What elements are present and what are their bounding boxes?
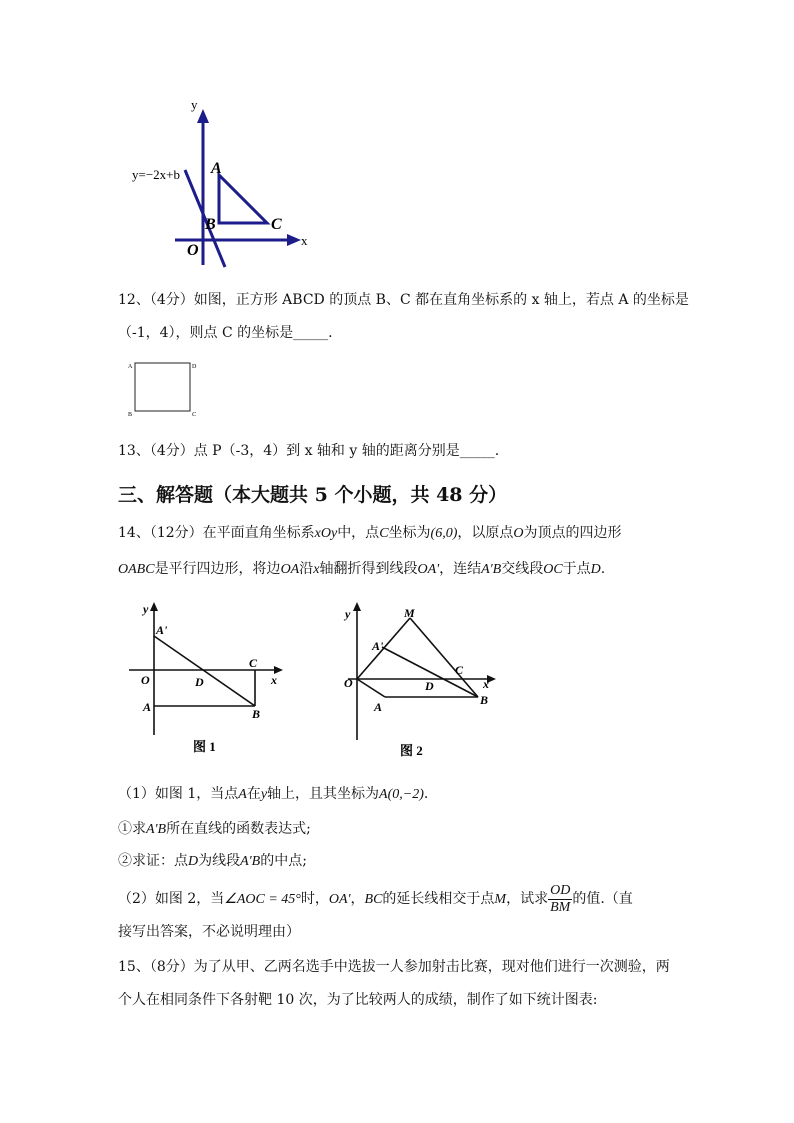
y-axis-label: y (191, 97, 198, 112)
fig2-segment-mb (410, 618, 478, 697)
q14-math-angle: ∠AOC = 45° (224, 892, 301, 907)
fig2-d-label: D (425, 679, 434, 693)
q14-math-oabc: OABC (118, 562, 155, 577)
q14-math-bc: BC (364, 892, 383, 907)
fig2-x-label: x (483, 677, 489, 691)
x-axis-arrow-icon (287, 234, 301, 246)
q14-math-a-prime-b: A'B (240, 854, 261, 869)
q14-text: （2）如图 2，当 (118, 891, 225, 907)
fig1-a-prime-label: A' (156, 623, 168, 637)
q14-text: 所在直线的函数表达式; (166, 821, 311, 837)
square-c-label: C (192, 412, 197, 418)
figure-1 (125, 600, 290, 765)
q14-text: 时， (300, 891, 329, 907)
point-a-label: A (211, 160, 222, 177)
question-14-part2-line2 (118, 922, 300, 942)
fig1-o-label: O (141, 673, 150, 687)
q14-math-a-prime-b: A'B (481, 562, 502, 577)
q14-math-xoy: xOy (314, 526, 338, 541)
q14-text: ②求证：点 (118, 853, 188, 869)
q14-text: 接写出答案，不必说明理由） (118, 924, 300, 940)
q14-text: ， (350, 891, 365, 907)
question-12-text-2: （-1，4），则点 C 的坐标是_____. (118, 325, 333, 341)
q14-text: 14、（12分）在平面直角坐标系 (118, 525, 315, 541)
q14-math-oa-prime: OA' (328, 892, 351, 907)
q14-text: 轴上，且其坐标为 (267, 786, 380, 802)
q14-text: 中，点 (337, 525, 380, 541)
question-14-part1 (118, 784, 428, 805)
q14-math-oc: OC (543, 562, 563, 577)
q14-math-m: M (494, 892, 507, 907)
q14-math-d: D (590, 562, 601, 577)
square-a-label: A (128, 364, 133, 370)
q14-text: （1）如图 1，当点 (118, 786, 239, 802)
fig1-c-label: C (249, 656, 258, 670)
q14-text: 坐标为 (388, 525, 431, 541)
question-12-line1 (118, 290, 689, 310)
q14-text: 的延长线相交于点 (382, 891, 495, 907)
fig1-x-label: x (271, 673, 277, 687)
fig2-c-label: C (455, 663, 464, 677)
q14-text: 轴翻折得到线段 (319, 561, 418, 577)
point-b-label: B (205, 216, 216, 233)
question-14-sub1 (118, 819, 311, 840)
q14-math-a: A (238, 787, 247, 802)
question-15-text-2: 个人在相同条件下各射靶 10 次，为了比较两人的成绩，制作了如下统计图表: (118, 992, 598, 1008)
section-3-heading (118, 480, 507, 507)
q14-text: . (600, 561, 606, 577)
q14-text: ，试求 (506, 891, 549, 907)
question-14-line1 (118, 523, 621, 544)
q14-math-c: C (379, 526, 389, 541)
fig2-o-label: O (344, 676, 353, 690)
origin-label: O (187, 242, 199, 259)
fig1-caption: 图 1 (193, 739, 216, 754)
question-14-line2 (118, 559, 605, 580)
fig2-y-label: y (345, 607, 351, 621)
fig1-a-label: A (143, 700, 152, 714)
figure-q12-square (125, 358, 205, 418)
fig2-y-arrow-icon (353, 602, 361, 611)
q14-text: 在 (246, 786, 261, 802)
q14-math-x: x (313, 562, 320, 577)
fig2-b-label: B (480, 693, 489, 707)
fig1-y-label: y (143, 602, 149, 616)
question-12-line2 (118, 323, 333, 343)
section-3-heading-text: 三、解答题（本大题共 5 个小题，共 48 分） (118, 484, 508, 506)
question-14-sub2 (118, 851, 307, 872)
q14-text: 的中点; (260, 853, 307, 869)
q14-text: 为线段 (198, 853, 241, 869)
fig2-a-prime-label: A' (372, 639, 384, 653)
fraction-od-bm (548, 883, 572, 916)
question-15-line2 (118, 990, 597, 1010)
fig1-y-arrow-icon (150, 602, 158, 611)
line-label: y=−2x+b (132, 167, 180, 182)
fig2-m-label: M (404, 606, 415, 620)
figure-q11 (125, 95, 325, 270)
q14-text: . (423, 786, 429, 802)
q14-math-o: O (513, 526, 524, 541)
q14-text: 为顶点的四边形 (523, 525, 622, 541)
q14-math-a-coord: A(0,−2) (379, 787, 424, 802)
fig1-segment-a-prime-b (154, 636, 255, 706)
question-15-line1 (118, 957, 670, 977)
triangle-abc (219, 175, 267, 223)
fig1-d-label: D (195, 675, 204, 689)
fraction-denominator: BM (550, 899, 571, 915)
q14-text: 交线段 (501, 561, 544, 577)
question-13-text: 13、（4分）点 P（-3，4）到 x 轴和 y 轴的距离分别是_____. (118, 443, 500, 459)
question-15-text: 15、（8分）为了从甲、乙两名选手中选拔一人参加射击比赛，现对他们进行一次测验，两 (118, 959, 670, 975)
fig2-a-label: A (374, 700, 383, 714)
question-14-part2 (118, 880, 633, 919)
q14-math-oa-prime: OA' (417, 562, 440, 577)
x-axis-label: x (301, 233, 308, 248)
q14-math-a-prime-b: A'B (146, 822, 167, 837)
q14-text: ①求 (118, 821, 146, 837)
q14-text: ，以原点 (457, 525, 514, 541)
fig1-b-label: B (252, 707, 261, 721)
question-12-text: 12、（4分）如图，正方形 ABCD 的顶点 B、C 都在直角坐标系的 x 轴上，若点 A 的坐标是 (118, 292, 689, 308)
question-13 (118, 441, 499, 461)
q14-text: 沿 (299, 561, 314, 577)
fig2-segment-oa (357, 679, 385, 697)
q14-math-coord: (6,0) (430, 526, 458, 541)
fig2-caption: 图 2 (400, 743, 423, 758)
q14-text: ，连结 (439, 561, 482, 577)
q14-text: 的值.（直 (572, 891, 633, 907)
square-d-label: D (192, 364, 197, 370)
figure-2 (330, 600, 510, 765)
point-c-label: C (271, 216, 282, 233)
square-b-label: B (128, 412, 133, 418)
q14-text: 是平行四边形，将边 (154, 561, 281, 577)
q14-math-y: y (260, 787, 268, 802)
fraction-numerator: OD (550, 882, 571, 898)
q14-text: 于点 (562, 561, 591, 577)
q14-math-oa: OA (280, 562, 300, 577)
y-axis-arrow-icon (197, 109, 209, 123)
q14-math-d: D (188, 854, 199, 869)
